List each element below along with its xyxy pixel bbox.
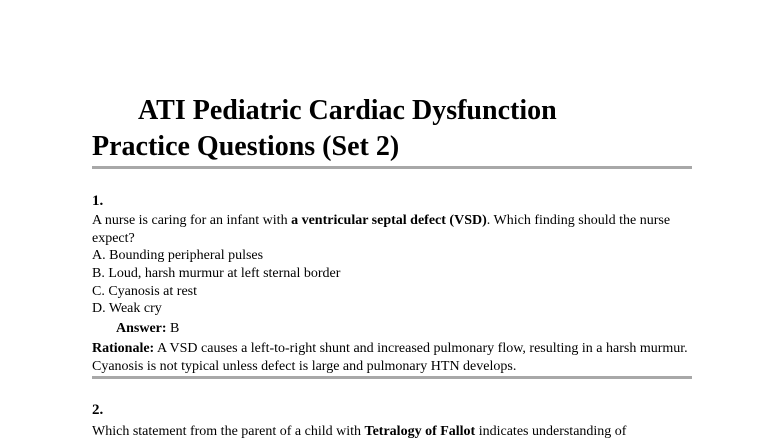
stem-text: A nurse is caring for an infant with: [92, 213, 292, 228]
stem-emphasis: Tetralogy of Fallot: [364, 424, 476, 439]
rationale-label: Rationale:: [92, 341, 155, 356]
stem-text: Which statement from the parent of a child with: [92, 424, 365, 439]
answer-option-c: C. Cyanosis at rest: [92, 284, 197, 299]
answer-line: [116, 320, 179, 338]
rationale-text: A VSD causes a left-to-right shunt and increased pulmonary flow, resulting in a harsh murmur. Cyanosis is not typical unless defect is large and pulmonary HTN develops.: [92, 341, 688, 374]
title-line-2: Practice Questions (Set 2): [92, 131, 400, 162]
question-stem: [92, 423, 696, 441]
section-divider: [92, 376, 692, 379]
document-title: [92, 93, 732, 165]
answer-option-d: D. Weak cry: [92, 301, 162, 316]
question-number: 1.: [92, 193, 104, 209]
question-stem: [92, 212, 696, 248]
section-divider: [92, 166, 692, 169]
answer-option-b: B. Loud, harsh murmur at left sternal border: [92, 266, 341, 281]
stem-text-end: . Which finding should the nurse expect?: [92, 213, 671, 246]
answer-label: Answer:: [116, 321, 167, 336]
question-number: 2.: [92, 402, 104, 418]
answer-option-a: A. Bounding peripheral pulses: [92, 248, 264, 263]
title-line-1: ATI Pediatric Cardiac Dysfunction: [138, 95, 557, 126]
answer-value: B: [170, 321, 180, 336]
rationale: [92, 340, 696, 376]
stem-emphasis: a ventricular septal defect (VSD): [291, 213, 487, 228]
stem-text-end: indicates understanding of: [475, 424, 627, 439]
